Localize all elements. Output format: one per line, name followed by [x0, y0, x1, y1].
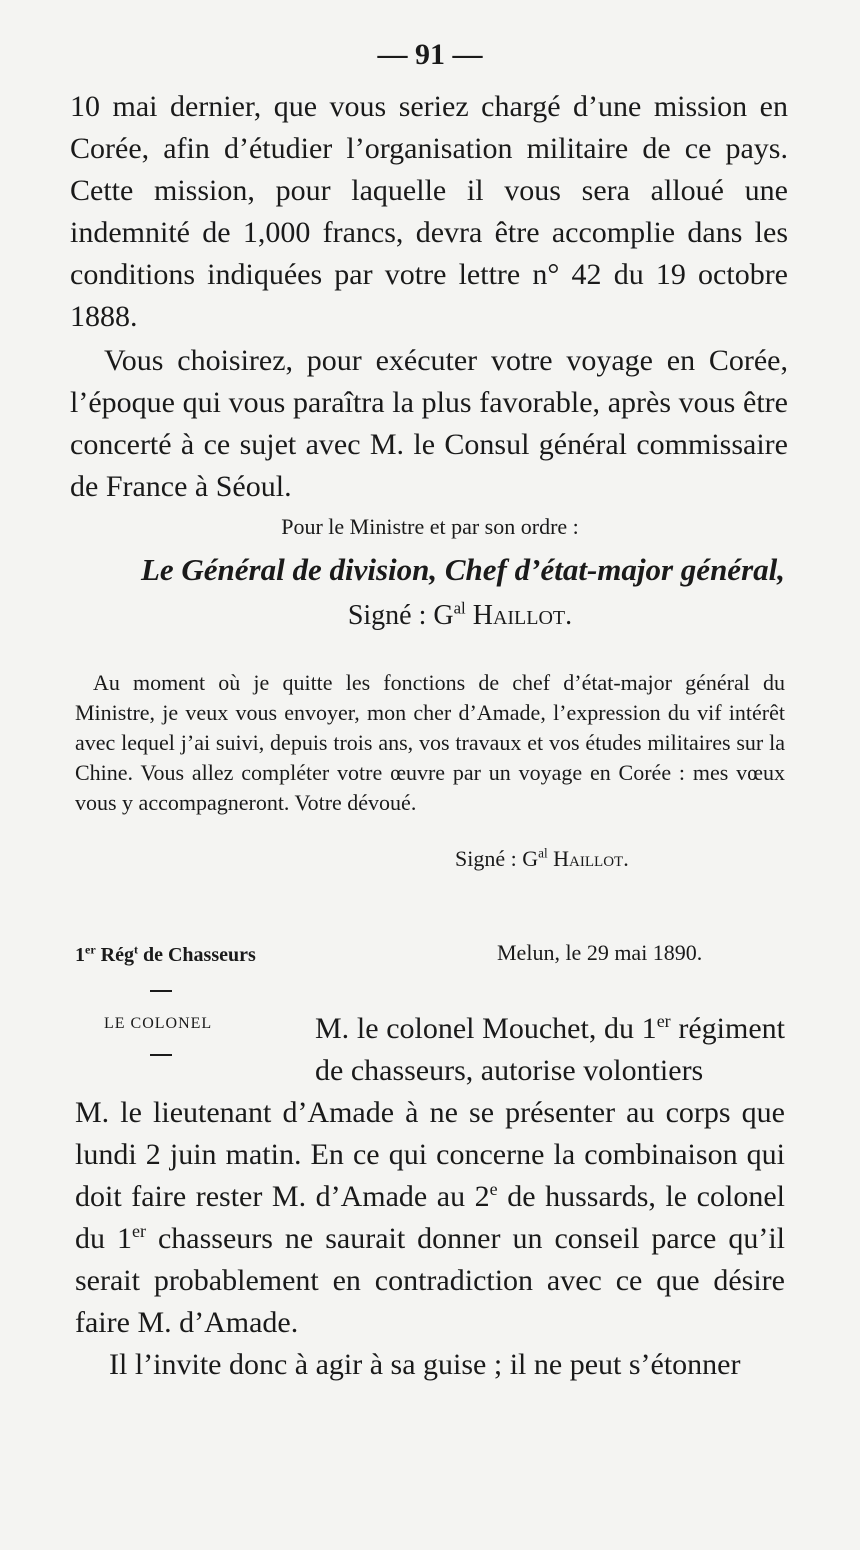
rank-superscript: al — [538, 845, 548, 861]
paragraph-text: Vous choisirez, pour exécuter votre voyage en Corée, l’époque qui vous paraîtra la plus favorable, après vous être concerté à ce sujet avec M. le Consul général commissaire de France à Séoul. — [70, 344, 788, 503]
page-number: — 91 — — [377, 38, 483, 71]
signature-name — [0, 600, 860, 632]
signatory-name: Haillot. — [553, 846, 629, 871]
paragraph-voyage — [70, 340, 788, 508]
signature-title: Le Général de division, Chef d’état-major général, — [140, 552, 785, 587]
signed-prefix: Signé : G — [455, 846, 539, 871]
note-text: Au moment où je quitte les fonctions de chef d’état-major général du Ministre, je veux vous envoyer, mon cher d’Amade, l’expression du vif intérêt avec lequel j’ai suivi, depuis trois ans, vos travaux et vos études militaires sur la Chine. Vous allez compléter votre œuvre par un voyage en Corée : mes vœux vous y accompagneront. Votre dévoué. — [75, 670, 785, 815]
letter-paragraph-last: Il l’invite donc à agir à sa guise ; il ne peut s’étonner — [109, 1348, 741, 1381]
divider-dash — [150, 990, 172, 992]
paragraph-text: 10 mai dernier, que vous seriez chargé d’une mission en Corée, afin d’étudier l’organisation militaire de ce pays. Cette mission, pour laquelle il vous sera alloué une indemnité de 1,000 francs, devra être accomplie dans les conditions indiquées par votre lettre n° 42 du 19 octobre 1888. — [70, 90, 788, 333]
regiment-heading: 1er Rég$^t$ de Chasseurs — [75, 942, 256, 966]
divider-dash — [150, 1054, 172, 1056]
signed-prefix: Signé : G — [347, 600, 454, 631]
signatory-name: Haillot. — [472, 600, 573, 631]
signature-intro: Pour le Ministre et par son ordre : — [281, 514, 579, 539]
note-signature — [455, 846, 629, 872]
colonel-label: LE COLONEL — [104, 1015, 213, 1032]
personal-note — [75, 668, 785, 818]
letter-body — [75, 1092, 785, 1386]
paragraph-mission — [70, 86, 788, 338]
letter-opening: M. le colonel Mouchet, du 1er régiment de chasseurs, autorise volontiers — [315, 1011, 785, 1087]
place-date: Melun, le 29 mai 1890. — [497, 940, 703, 965]
letter-paragraph: M. le lieutenant d’Amade à ne se présenter au corps que lundi 2 juin matin. En ce qui concerne la combinaison qui doit faire rester M. d’Amade au 2e de hussards, le colonel du 1er chasseurs ne saurait donner un conseil parce qu’il serait probablement en contradiction avec ce que désire faire M. d’Amade. — [75, 1096, 786, 1339]
rank-superscript: al — [453, 598, 466, 618]
